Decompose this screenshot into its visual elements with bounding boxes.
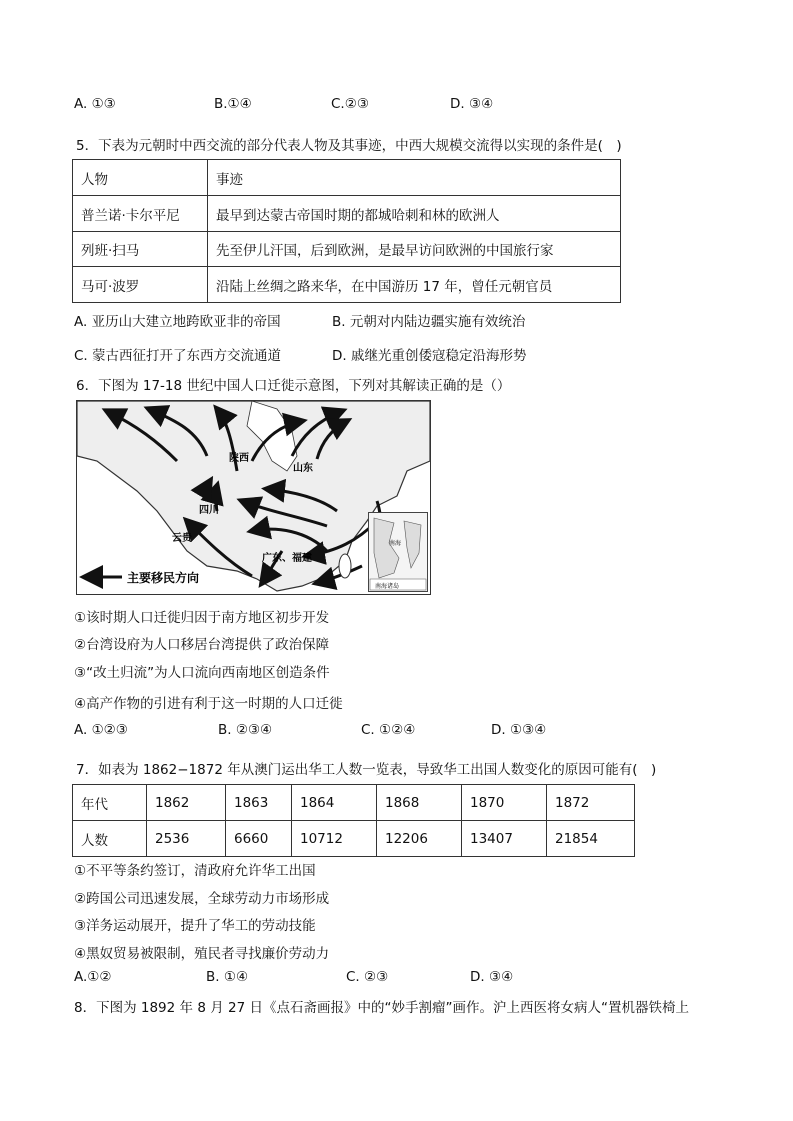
- table-cell: 最早到达蒙古帝国时期的都城哈刺和林的欧洲人: [208, 196, 621, 232]
- table-row: [73, 267, 621, 303]
- table-cell: 先至伊儿汗国，后到欧洲，是最早访问欧洲的中国旅行家: [208, 232, 621, 267]
- q6-statement-1: ①该时期人口迁徙归因于南方地区初步开发: [74, 610, 330, 626]
- q7-statement-1: ①不平等条约签订，清政府允许华工出国: [74, 863, 316, 879]
- q5-option-b: B. 元朝对内陆边疆实施有效统治: [332, 314, 526, 330]
- table-row: [73, 821, 635, 857]
- q6-option-b: B. ②③④: [218, 722, 273, 738]
- migration-map: [76, 400, 431, 595]
- q6-statement-2: ②台湾设府为人口移居台湾提供了政治保障: [74, 637, 330, 653]
- q5-option-d: D. 戚继光重创倭寇稳定沿海形势: [332, 348, 527, 364]
- map-label-guangdong-fujian: 广东、福建: [262, 553, 312, 564]
- q8-stem: 8．下图为 1892 年 8 月 27 日《点石斋画报》中的“妙手割瘤”画作。沪上西医将女病人“置机器铁椅上: [74, 1000, 689, 1016]
- q7-option-d: D. ③④: [470, 969, 514, 985]
- q6-option-a: A. ①②③: [74, 722, 128, 738]
- q4-option-a: A. ①③: [74, 96, 116, 112]
- q5-header-deeds: 事迹: [208, 160, 621, 196]
- map-label-yungui: 云贵: [172, 533, 192, 544]
- q5-option-c: C. 蒙古西征打开了东西方交流通道: [74, 348, 282, 364]
- map-label-sichuan: 四川: [199, 505, 219, 516]
- table-cell: 年代: [73, 785, 147, 821]
- q5-table: [72, 159, 621, 303]
- q6-option-d: D. ①③④: [491, 722, 547, 738]
- south-china-sea-inset: [368, 512, 428, 592]
- table-cell: 1862: [147, 785, 226, 821]
- q4-option-d: D. ③④: [450, 96, 494, 112]
- table-cell: 2536: [147, 821, 226, 857]
- q6-stem: 6．下图为 17-18 世纪中国人口迁徙示意图，下列对其解读正确的是（）: [76, 378, 511, 394]
- table-cell: 21854: [547, 821, 635, 857]
- map-label-shandong: 山东: [293, 463, 313, 474]
- q6-statement-3: ③“改土归流”为人口流向西南地区创造条件: [74, 665, 330, 681]
- table-cell: 1863: [226, 785, 292, 821]
- table-cell: 1864: [292, 785, 377, 821]
- table-cell: 马可·波罗: [73, 267, 208, 303]
- q4-option-c: C.②③: [331, 96, 369, 112]
- table-cell: 6660: [226, 821, 292, 857]
- map-legend-label: 主要移民方向: [127, 571, 200, 585]
- table-row: [73, 160, 621, 196]
- q4-option-b: B.①④: [214, 96, 252, 112]
- table-cell: 人数: [73, 821, 147, 857]
- table-cell: 13407: [462, 821, 547, 857]
- q5-stem: 5．下表为元朝时中西交流的部分代表人物及其事迹，中西大规模交流得以实现的条件是( ): [76, 138, 622, 154]
- q5-header-person: 人物: [73, 160, 208, 196]
- table-row: [73, 232, 621, 267]
- table-row: [73, 196, 621, 232]
- q7-stem: 7．如表为 1862−1872 年从澳门运出华工人数一览表，导致华工出国人数变化的原因可能有( ): [76, 762, 657, 778]
- table-cell: 1872: [547, 785, 635, 821]
- inset-label-nanhai: 南海: [389, 540, 402, 547]
- table-cell: 10712: [292, 821, 377, 857]
- q7-option-b: B. ①④: [206, 969, 249, 985]
- q6-option-c: C. ①②④: [361, 722, 416, 738]
- map-label-shaanxi: 陕西: [229, 453, 249, 464]
- table-cell: 1870: [462, 785, 547, 821]
- table-cell: 沿陆上丝绸之路来华，在中国游历 17 年，曾任元朝官员: [208, 267, 621, 303]
- q5-option-a: A. 亚历山大建立地跨欧亚非的帝国: [74, 314, 281, 330]
- table-cell: 列班·扫马: [73, 232, 208, 267]
- q6-statement-4: ④高产作物的引进有利于这一时期的人口迁徙: [74, 696, 343, 712]
- table-cell: 1868: [377, 785, 462, 821]
- q7-table: [72, 784, 635, 857]
- inset-label-islands: 南海诸岛: [375, 583, 400, 590]
- q7-statement-3: ③洋务运动展开，提升了华工的劳动技能: [74, 918, 316, 934]
- q7-option-a: A.①②: [74, 969, 112, 985]
- q7-statement-4: ④黑奴贸易被限制，殖民者寻找廉价劳动力: [74, 946, 330, 962]
- table-cell: 12206: [377, 821, 462, 857]
- q7-option-c: C. ②③: [346, 969, 389, 985]
- q7-statement-2: ②跨国公司迅速发展，全球劳动力市场形成: [74, 891, 330, 907]
- table-cell: 普兰诺·卡尔平尼: [73, 196, 208, 232]
- table-row: [73, 785, 635, 821]
